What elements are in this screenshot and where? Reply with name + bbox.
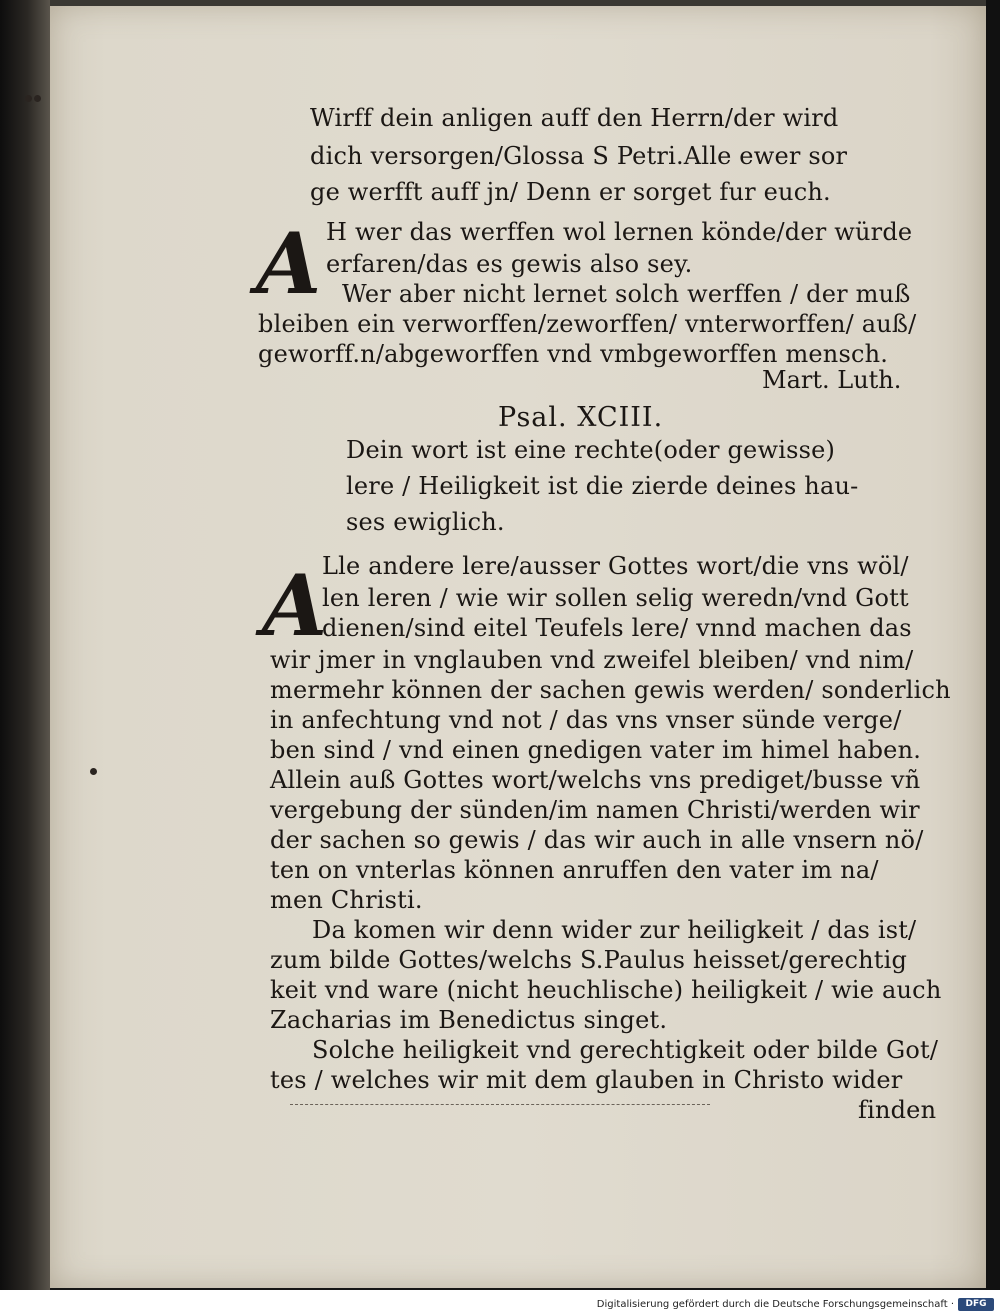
text-line: Lle andere lere/ausser Gottes wort/die vns wöl/ [322,552,909,580]
catchword: finden [858,1096,937,1124]
text-line: dich versorgen/Glossa S Petri.Alle ewer sor [310,142,848,170]
text-line: Wer aber nicht lernet solch werffen / der muß [342,280,911,308]
margin-mark [34,95,41,102]
text-line: geworff.n/abgeworffen vnd vmbgeworffen mensch. [258,340,889,368]
margin-mark [90,768,97,775]
text-line: ten on vnterlas können anruffen den vater im na/ [270,856,879,884]
text-line: mermehr können der sachen gewis werden/ sonderlich [270,676,951,704]
text-line: ben sind / vnd einen gnedigen vater im himel haben. [270,736,922,764]
signature: Mart. Luth. [762,366,902,394]
text-line: men Christi. [270,886,423,914]
book-gutter [0,0,50,1290]
text-line: bleiben ein verworffen/zeworffen/ vnterworffen/ auß/ [258,310,917,338]
ink-smudge-line [290,1104,710,1106]
text-line: dienen/sind eitel Teufels lere/ vnnd machen das [322,614,912,642]
text-line: in anfechtung vnd not / das vns vnser sünde verge/ [270,706,902,734]
text-line: der sachen so gewis / das wir auch in alle vnsern nö/ [270,826,924,854]
text-line: Solche heiligkeit vnd gerechtigkeit oder bilde Got/ [312,1036,939,1064]
text-line: lere / Heiligkeit ist die zierde deines hau- [346,472,859,500]
drop-capital: A [262,556,328,655]
text-line: Allein auß Gottes wort/welchs vns prediget/busse vñ [270,766,921,794]
text-line: H wer das werffen wol lernen könde/der würde [326,218,913,246]
page-right-edge [986,0,1000,1290]
text-line: erfaren/das es gewis also sey. [326,250,693,278]
funding-credit: Digitalisierung gefördert durch die Deutsche Forschungsgemeinschaft · [596,1299,954,1310]
text-line: keit vnd ware (nicht heuchlische) heiligkeit / wie auch [270,976,942,1004]
text-line: ge werfft auff jn/ Denn er sorget fur euch. [310,178,831,206]
text-line: len leren / wie wir sollen selig weredn/vnd Gott [322,584,909,612]
text-line: wir jmer in vnglauben vnd zweifel bleiben/ vnd nim/ [270,646,914,674]
text-line: ses ewiglich. [346,508,505,536]
text-line: Zacharias im Benedictus singet. [270,1006,668,1034]
text-line: zum bilde Gottes/welchs S.Paulus heisset/gerechtig [270,946,908,974]
text-line: Da komen wir denn wider zur heiligkeit / das ist/ [312,916,917,944]
text-line: vergebung der sünden/im namen Christi/werden wir [270,796,920,824]
drop-capital: A [256,214,322,313]
text-line: Dein wort ist eine rechte(oder gewisse) [346,436,836,464]
margin-mark [25,95,32,102]
psalm-heading: Psal. XCIII. [498,402,664,433]
text-line: tes / welches wir mit dem glauben in Christo wider [270,1066,903,1094]
text-line: Wirff dein anligen auff den Herrn/der wird [310,104,839,132]
dfg-logo: DFG [958,1298,994,1311]
